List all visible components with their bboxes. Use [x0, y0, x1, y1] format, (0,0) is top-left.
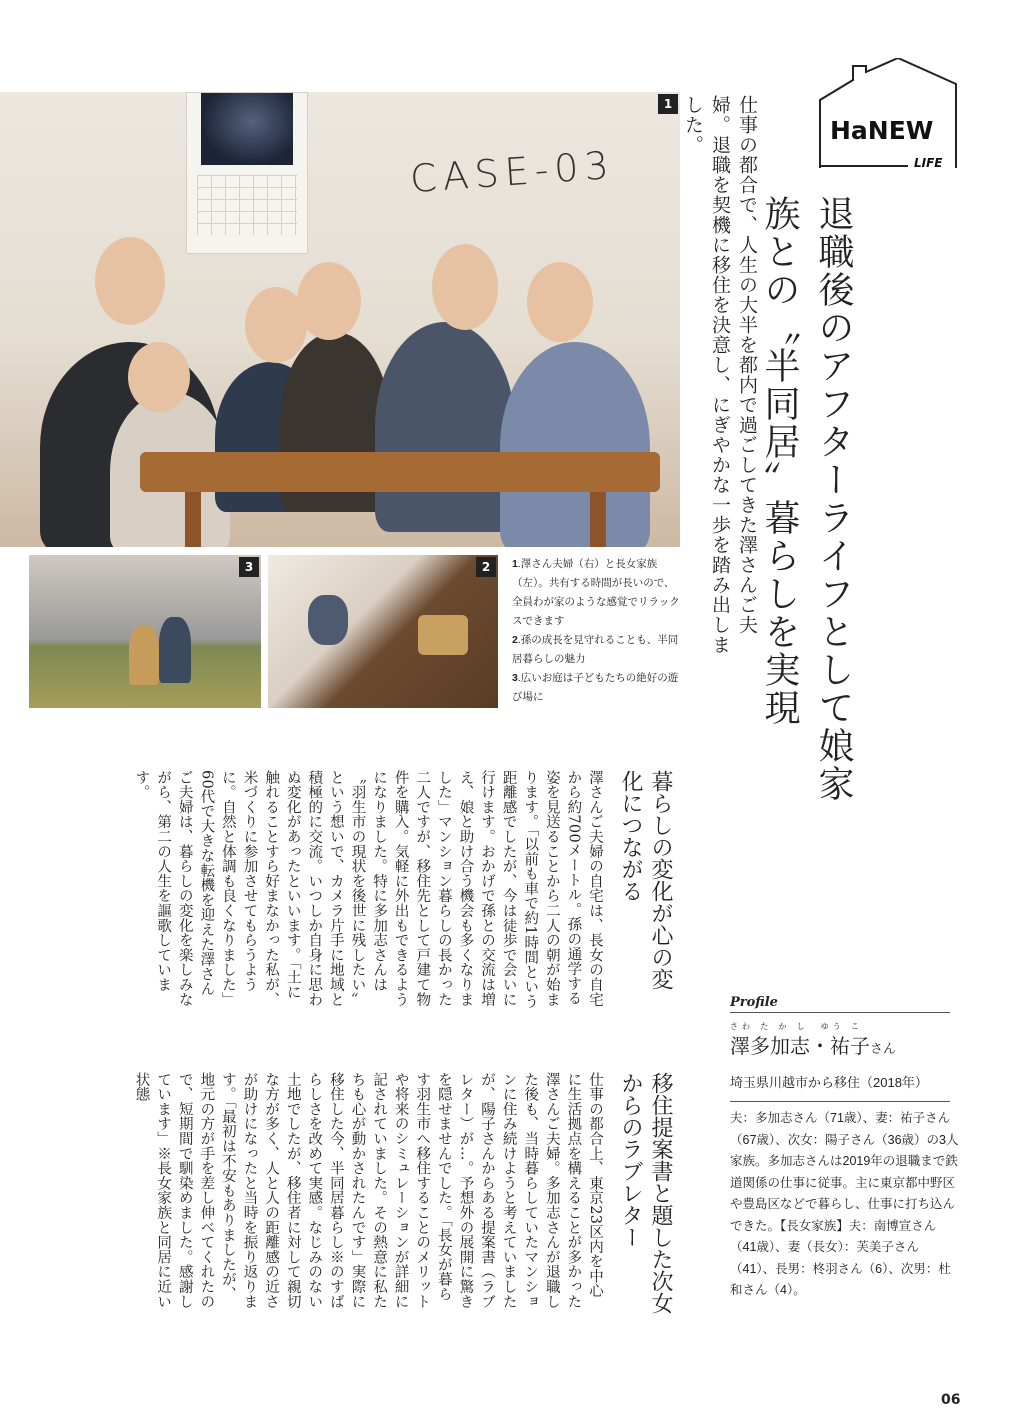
photo-captions	[512, 555, 680, 707]
section1-heading: 暮らしの変化が心の変化につながる	[618, 770, 673, 990]
photo-number: 1	[658, 94, 678, 114]
caption-1: 1.澤さん夫婦（右）と長女家族（左）。共有する時間が長いので、全員わが家のような感覚でリラックスできます	[512, 558, 680, 627]
overhead-photo	[268, 555, 498, 708]
photo-number: 3	[239, 557, 259, 577]
divider	[730, 1012, 950, 1013]
lead-text: 仕事の都合で、人生の大半を都内で過ごしてきた澤さんご夫婦。退職を契機に移住を決意し、にぎやかな一歩を踏み出しました。	[682, 95, 758, 655]
caption-3: 3.広いお庭は子どもたちの絶好の遊び場に	[512, 672, 679, 703]
profile-box	[730, 995, 960, 1302]
name-ruby: さわ た か し ゆう こ	[730, 1022, 863, 1031]
profile-detail: 夫：多加志さん（71歳）、妻：祐子さん（67歳）、次女：陽子さん（36歳）の3人家族。多加志さんは2019年の退職まで鉄道関係の仕事に従事。主に東京都中野区や豊島区などで暮らし、仕事に打ち込んできた。【長女家族】夫：南博宣さん（41歳）、妻（長女）：芙美子さん（41）、長男：柊羽さん（6）、次男：杜和さん（4）。	[730, 1111, 959, 1297]
hanew-life-logo	[818, 58, 958, 178]
section2-body: 仕事の都合上、東京23区内を中心に生活拠点を構えることが多かった澤さんご夫婦。多加志さんが退職した後も、当時暮らしていたマンションに住み続けようと考えていましたが、陽子さんからある提案書（ラブレター）が…。予想外の展開に驚きを隠せませんでした。「長女が暮らす羽生市へ移住することのメリットや将来のシミュレーションが詳細に記されていました。その熱意に私たちも心が動かされたんです」実際に移住した今、半同居暮らし※のすばらしさを改めて実感。なじみのない土地でしたが、移住者に対して親切な方が多く、人と人の距離感の近さが助けになったと当時を振り返ります。「最初は不安もありましたが、地元の方が手を差し伸べてくれたので、短期間で馴染めました。感謝しています」※長女家族と同居に近い状態	[133, 1072, 603, 1309]
page-number: 06	[941, 1392, 961, 1408]
logo-sub: LIFE	[914, 156, 943, 170]
profile-label: Profile	[730, 995, 778, 1010]
caption-2: 2.孫の成長を見守れることも、半同居暮らしの魅力	[512, 634, 679, 665]
headline: 退職後のアフターライフとして娘家族との〝半同居〟暮らしを実現	[759, 195, 854, 803]
table	[140, 452, 660, 492]
divider	[730, 1101, 950, 1102]
honorific: さん	[870, 1041, 897, 1056]
profile-origin: 埼玉県川越市から移住（2018年）	[730, 1075, 928, 1090]
garden-photo	[29, 555, 261, 708]
section1-body: 澤さんご夫婦の自宅は、長女の自宅から約700メートル。孫の通学する姿を見送ることから二人の朝が始まります。「以前も車で約1時間という距離感でしたが、今は徒歩で会いに行けます。おかげで孫との交流は増え、娘と助け合う機会も多くなりました」マンション暮らしの長かった二人ですが、移住先として戸建て物件を購入。気軽に外出もできるようになりました。特に多加志さんは〝羽生市の現状を後世に残したい〟という想いで、カメラ片手に地域と積極的に交流。いつしか自身に思わぬ変化があったといいます。「土に触れることすら好まなかった私が、米づくりに参加させてもらうように。自然と体調も良くなりました」60代で大きな転機を迎えた澤さんご夫婦は、暮らしの変化を楽しみながら、第二の人生を謳歌しています。	[133, 770, 603, 1010]
profile-name: 澤多加志・祐子	[730, 1034, 870, 1058]
logo-word: HaNEW	[830, 116, 934, 145]
wall-calendar	[186, 92, 308, 254]
case-label: CASE-03	[408, 142, 617, 202]
photo-number: 2	[476, 557, 496, 577]
section2-heading: 移住提案書と題した次女からのラブレター	[618, 1072, 673, 1314]
